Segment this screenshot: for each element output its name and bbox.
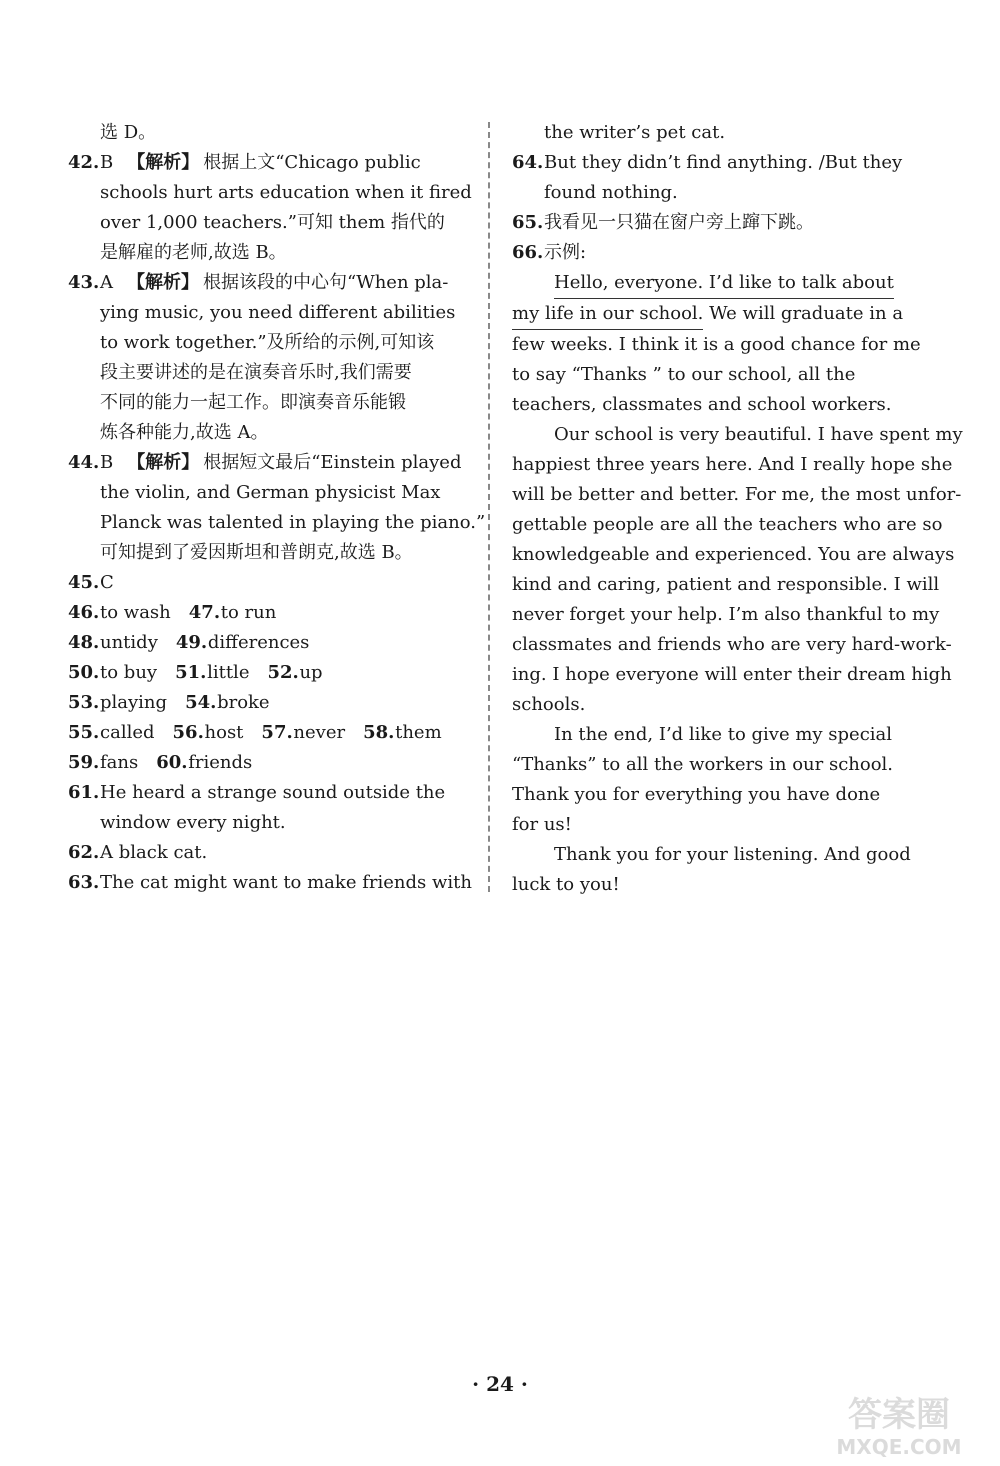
answer-choice: A bbox=[100, 272, 113, 293]
answer-text: called bbox=[100, 722, 155, 743]
answer-number: 49. bbox=[175, 632, 208, 653]
analysis-tag: 【解析】 bbox=[127, 272, 199, 293]
answer-number: 55. bbox=[68, 722, 100, 743]
analysis-text: 炼各种能力,故选 A。 bbox=[100, 422, 269, 443]
answer-text: little bbox=[207, 662, 250, 683]
essay-text: Thank you for everything you have done bbox=[512, 784, 881, 805]
watermark-logo bbox=[820, 1388, 978, 1460]
analysis-text: 段主要讲述的是在演奏音乐时,我们需要 bbox=[100, 362, 412, 383]
answer-text: them bbox=[395, 722, 442, 743]
answer-number: 57. bbox=[261, 722, 293, 743]
answer-text: never bbox=[293, 722, 346, 743]
left-column bbox=[68, 118, 486, 898]
answer-number: 66. bbox=[512, 242, 544, 263]
analysis-tag: 【解析】 bbox=[127, 452, 200, 473]
analysis-text: to work together.”及所给的示例,可知该 bbox=[100, 332, 435, 353]
answer-number: 65. bbox=[512, 212, 544, 233]
essay-text: We will graduate in a bbox=[703, 303, 904, 324]
answer-row bbox=[68, 598, 470, 628]
answer-row bbox=[68, 748, 470, 778]
essay-paragraph-2 bbox=[512, 420, 963, 720]
answer-number: 44. bbox=[68, 452, 100, 473]
answer-text: host bbox=[204, 722, 244, 743]
essay-text: never forget your help. I’m also thankful to my bbox=[512, 604, 940, 625]
answer-text: to wash bbox=[100, 602, 171, 623]
answer-61 bbox=[68, 778, 470, 838]
answer-text: The cat might want to make friends with bbox=[100, 872, 472, 893]
answer-choice: C bbox=[100, 572, 114, 593]
essay-text: knowledgeable and experienced. You are always bbox=[512, 544, 955, 565]
answer-number: 51. bbox=[175, 662, 207, 683]
answer-number: 64. bbox=[512, 152, 544, 173]
answer-row bbox=[68, 658, 470, 688]
answer-42 bbox=[68, 148, 470, 268]
answer-line: the writer’s pet cat. bbox=[544, 122, 726, 143]
answer-text: fans bbox=[100, 752, 139, 773]
answer-text: up bbox=[299, 662, 323, 683]
answer-number: 62. bbox=[68, 842, 100, 863]
answer-text: to run bbox=[220, 602, 277, 623]
essay-text: for us! bbox=[512, 814, 572, 835]
answer-number: 59. bbox=[68, 752, 100, 773]
answer-text: untidy bbox=[100, 632, 158, 653]
answer-number: 42. bbox=[68, 152, 100, 173]
analysis-tag: 【解析】 bbox=[127, 152, 200, 173]
essay-paragraph-4 bbox=[512, 840, 912, 900]
analysis-text: Planck was talented in playing the piano.” bbox=[100, 512, 486, 533]
essay-text: will be better and better. For me, the most unfor- bbox=[512, 484, 962, 505]
answer-text: He heard a strange sound outside the bbox=[100, 782, 446, 803]
answer-text: window every night. bbox=[100, 812, 286, 833]
answer-text: broke bbox=[217, 692, 270, 713]
answer-text: 我看见一只猫在窗户旁上蹿下跳。 bbox=[544, 212, 814, 233]
analysis-text: ying music, you need different abilities bbox=[100, 302, 456, 323]
answer-number: 61. bbox=[68, 782, 100, 803]
page-number: · 24 · bbox=[472, 1372, 528, 1396]
underlined-text: Hello, everyone. I’d like to talk about bbox=[554, 268, 894, 299]
answer-64 bbox=[512, 148, 912, 208]
answer-number: 50. bbox=[68, 662, 100, 683]
answer-text: friends bbox=[188, 752, 253, 773]
answer-45 bbox=[68, 568, 470, 598]
answer-62 bbox=[68, 838, 470, 868]
answer-choice: B bbox=[100, 452, 114, 473]
analysis-text: 根据短文最后“Einstein played bbox=[203, 452, 462, 473]
answer-number: 43. bbox=[68, 272, 100, 293]
answer-number: 54. bbox=[185, 692, 217, 713]
underlined-text: my life in our school. bbox=[512, 299, 703, 330]
essay-text: Thank you for your listening. And good bbox=[554, 844, 911, 865]
answer-66 bbox=[512, 238, 912, 268]
answer-number: 46. bbox=[68, 602, 100, 623]
answer-number: 48. bbox=[68, 632, 100, 653]
analysis-text: 不同的能力一起工作。即演奏音乐能锻 bbox=[100, 392, 406, 413]
analysis-text: 可知提到了爱因斯坦和普朗克,故选 B。 bbox=[100, 542, 413, 563]
answer-43 bbox=[68, 268, 470, 448]
answer-number: 52. bbox=[267, 662, 299, 683]
essay-text: Our school is very beautiful. I have spent my bbox=[554, 424, 963, 445]
answer-number: 56. bbox=[172, 722, 204, 743]
analysis-text: over 1,000 teachers.”可知 them 指代的 bbox=[100, 212, 445, 233]
analysis-text: 根据上文“Chicago public bbox=[203, 152, 421, 173]
answer-65 bbox=[512, 208, 912, 238]
answer-text: playing bbox=[100, 692, 168, 713]
answer-choice: B bbox=[100, 152, 114, 173]
essay-text: “Thanks” to all the workers in our school. bbox=[512, 754, 894, 775]
answer-number: 47. bbox=[188, 602, 221, 623]
essay-text: In the end, I’d like to give my special bbox=[554, 724, 893, 745]
answer-line: 选 D。 bbox=[100, 122, 157, 143]
answer-text: found nothing. bbox=[544, 182, 678, 203]
analysis-text: the violin, and German physicist Max bbox=[100, 482, 441, 503]
essay-text: classmates and friends who are very hard-work- bbox=[512, 634, 952, 655]
answer-number: 58. bbox=[363, 722, 395, 743]
essay-text: few weeks. I think it is a good chance for me bbox=[512, 334, 921, 355]
answer-number: 53. bbox=[68, 692, 100, 713]
essay-paragraph-3 bbox=[512, 720, 912, 840]
watermark-text: 答案圈 bbox=[848, 1395, 950, 1435]
essay-text: luck to you! bbox=[512, 874, 620, 895]
essay-text: gettable people are all the teachers who are so bbox=[512, 514, 943, 535]
analysis-text: schools hurt arts education when it fired bbox=[100, 182, 472, 203]
essay-text: teachers, classmates and school workers. bbox=[512, 394, 892, 415]
right-column bbox=[512, 118, 963, 900]
watermark-url: MXQE.COM bbox=[836, 1435, 962, 1459]
answer-row bbox=[68, 718, 470, 748]
essay-text: ing. I hope everyone will enter their dream high bbox=[512, 664, 952, 685]
essay-text: happiest three years here. And I really hope she bbox=[512, 454, 953, 475]
answer-text: A black cat. bbox=[100, 842, 208, 863]
answer-row bbox=[68, 628, 470, 658]
answer-text: to buy bbox=[100, 662, 158, 683]
essay-text: to say “Thanks ” to our school, all the bbox=[512, 364, 856, 385]
answer-text: But they didn’t find anything. /But they bbox=[544, 152, 903, 173]
analysis-text: 是解雇的老师,故选 B。 bbox=[100, 242, 287, 263]
essay-paragraph-1 bbox=[512, 268, 921, 420]
answer-number: 45. bbox=[68, 572, 100, 593]
answer-63 bbox=[68, 868, 470, 898]
essay-text: schools. bbox=[512, 694, 586, 715]
essay-text: kind and caring, patient and responsible. I will bbox=[512, 574, 940, 595]
answer-text: 示例: bbox=[544, 242, 587, 263]
answer-number: 63. bbox=[68, 872, 100, 893]
answer-44 bbox=[68, 448, 486, 568]
answer-number: 60. bbox=[156, 752, 188, 773]
answer-text: differences bbox=[207, 632, 310, 653]
answer-row bbox=[68, 688, 470, 718]
analysis-text: 根据该段的中心句“When pla- bbox=[203, 272, 449, 293]
column-divider bbox=[488, 122, 490, 892]
